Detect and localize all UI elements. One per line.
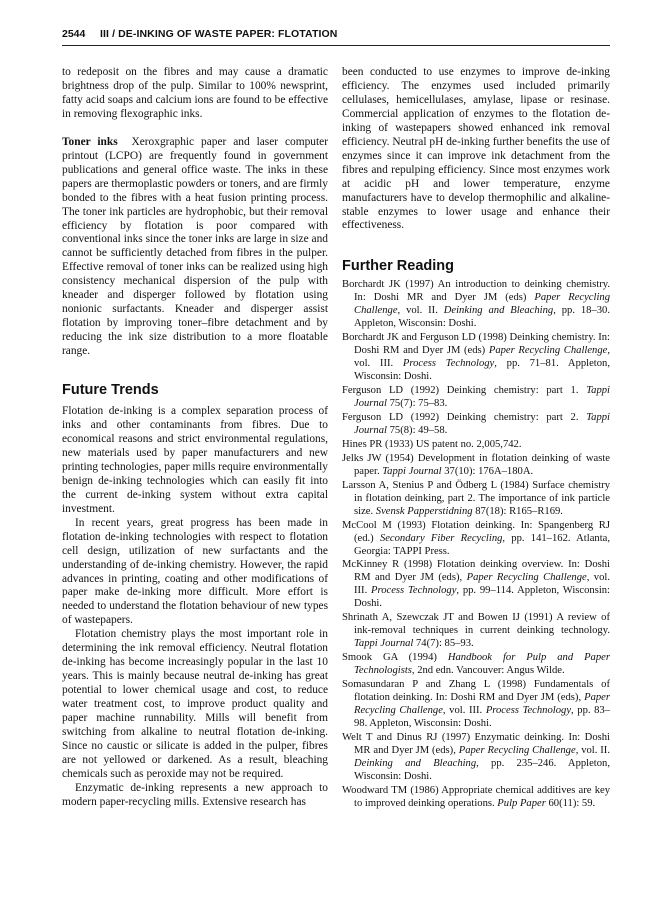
reference-item xyxy=(342,520,610,559)
reference-text: Somasundaran P and Zhang L (1998) Fundamentals of flotation deinking. In: Doshi RM and Dyer JM (eds), xyxy=(342,679,610,703)
paragraph-toner-inks xyxy=(62,136,328,359)
reference-text: 74(7): 85–93. xyxy=(413,638,474,650)
reference-item xyxy=(342,480,610,519)
reference-text: Welt T and Dinus RJ (1997) Enzymatic deinking. In: Doshi MR and Dyer JM (eds), xyxy=(342,731,610,756)
reference-text: , pp. 99–114. Appleton, Wisconsin: Doshi. xyxy=(354,585,610,610)
reference-text: , vol. III. xyxy=(354,345,610,370)
reference-text: 60(11): 59. xyxy=(545,797,596,809)
paragraph-enzymes-continued: been conducted to use enzymes to improve de-inking efficiency. The enzymes used included primarily cellulases, hemicellulases, amylase, lipase or resinase. Commercial application of enzymes to the flotation de-inking of wastepapers showed enhanced ink removal efficiency. Neutral pH de-inking further benefits the use of enzymes since it can improve ink detachment from the fibres and repulping efficiency. Since most enzymes work at acidic pH and lower temperature, enzyme manufacturers have to develop thermophilic and alkaline-stable enzymes to lower usage and enhance their effectiveness. xyxy=(342,66,610,232)
page-number: 2544 xyxy=(62,28,86,40)
reference-text: , pp. 235–246. Appleton, Wisconsin: Doshi. xyxy=(354,757,610,782)
reference-item xyxy=(342,439,610,452)
reference-title: Tappi Journal xyxy=(354,638,414,650)
paragraph-intro: to redeposit on the fibres and may cause a dramatic brightness drop of the pulp. Similar to 100% newsprint, fatty acid soaps and calcium ions are found to be effective in removing flexographic inks. xyxy=(62,66,328,120)
reference-item xyxy=(342,652,610,678)
reference-item xyxy=(342,732,610,784)
reference-title: Paper Recycling Challenge xyxy=(354,292,610,317)
reference-title: Paper Recycling Challenge xyxy=(458,744,576,756)
reference-text: Ferguson LD (1992) Deinking chemistry: part 1. xyxy=(342,385,587,397)
section-heading-further-reading: Further Reading xyxy=(342,258,454,275)
reference-text: 37(10): 176A–180A. xyxy=(441,465,534,477)
toner-inks-lead: Toner inks xyxy=(62,135,118,148)
reference-title: Tappi Journal xyxy=(382,465,442,477)
reference-text: , 2nd edn. Vancouver: Angus Wilde. xyxy=(411,665,565,677)
running-header xyxy=(62,27,610,46)
reference-text: Borchardt JK and Ferguson LD (1998) Deinking chemistry. In: Doshi RM and Dyer JM (eds) xyxy=(342,332,610,357)
reference-text: Jelks JW (1954) Development in flotation deinking of waste paper. xyxy=(342,452,610,477)
reference-text: , vol. III. xyxy=(442,704,486,716)
reference-text: , pp. 141–162. Atlanta, Georgia: TAPPI Press. xyxy=(354,532,610,557)
reference-item xyxy=(342,385,610,411)
paragraph-future-4: Enzymatic de-inking represents a new approach to modern paper-recycling mills. Extensive research has xyxy=(62,781,328,808)
left-column xyxy=(62,66,328,810)
reference-title: Paper Recycling Challenge xyxy=(466,572,587,584)
reference-title: Process Technology xyxy=(402,358,495,370)
reference-item xyxy=(342,785,610,811)
reference-item xyxy=(342,559,610,611)
paragraph-future-2: In recent years, great progress has been made in flotation de-inking technologies with respect to flotation cell design, utilization of new surfactants and the understanding of de-inking chemistry. However, the rapid advances in printing, coating and other modifications of paper make de-inking more difficult. More effort is needed to understand the flotation behaviour of new types of wastepapers. xyxy=(62,516,328,627)
reference-text: , pp. 83–98. Appleton, Wisconsin: Doshi. xyxy=(354,704,611,729)
reference-title: Secondary Fiber Recycling xyxy=(379,532,503,544)
reference-text: , vol. II. xyxy=(575,744,610,756)
reference-list xyxy=(342,279,610,810)
reference-item xyxy=(342,279,610,331)
running-title: III / DE-INKING OF WASTE PAPER: FLOTATION xyxy=(100,28,338,40)
reference-item xyxy=(342,679,610,731)
reference-text: 75(8): 49–58. xyxy=(386,424,448,436)
reference-title: Deinking and Bleaching xyxy=(443,305,554,317)
reference-text: Hines PR (1933) US patent no. 2,005,742. xyxy=(342,438,522,450)
paragraph-future-1: Flotation de-inking is a complex separation process of inks and other contaminants from fibres. Due to economical reasons and strict environmental regulations, new materials used by paper manufacturers and new printing technologies, paper mills require environmentally benign de-inking technologies which can easily fit into the current de-inking system without extra capital investment. xyxy=(62,405,328,515)
reference-title: Process Technology xyxy=(485,704,572,716)
reference-title: Paper Recycling Challenge xyxy=(488,345,608,357)
reference-title: Deinking and Bleaching xyxy=(354,757,477,769)
reference-text: Larsson A, Stenius P and Ödberg L (1984) Surface chemistry in flotation deinking, part 2. The importance of ink particle size. xyxy=(342,479,610,517)
reference-item xyxy=(342,332,610,384)
paragraph-future-3: Flotation chemistry plays the most important role in determining the ink removal efficiency. Neutral flotation de-inking has become increasingly popular in the last 10 years. This is mainly because neutral de-inking has great potential to lower chemical usage and cost, to reduce water treatment cost, to improve product quality and paper machine runnability. Mills will benefit from switching from alkaline to neutral flotation de-inking. Since no caustic or silicate is added in the pulper, fibres are not yellowed or darkened. As a result, bleaching chemicals such as peroxide may not be required. xyxy=(62,628,328,780)
reference-item xyxy=(342,453,610,479)
reference-text: McCool M (1993) Flotation deinking. In: Spangenberg RJ (ed.) xyxy=(342,519,610,544)
reference-text: McKinney R (1998) Flotation deinking overview. In: Doshi RM and Dyer JM (eds), xyxy=(342,559,610,584)
reference-text: Woodward TM (1986) Appropriate chemical additives are key to improved deinking operations. xyxy=(342,784,610,809)
reference-title: Paper Recycling Challenge xyxy=(354,691,610,716)
reference-title: Svensk Papperstidning xyxy=(375,505,473,517)
reference-text: Shrinath A, Szewczak JT and Bowen IJ (1991) A review of ink-removal techniques in current deinking technology. xyxy=(342,612,610,637)
reference-item xyxy=(342,412,610,438)
right-column xyxy=(342,66,610,812)
reference-title: Tappi Journal xyxy=(354,385,610,410)
reference-text: Smook GA (1994) xyxy=(342,652,448,664)
reference-text: , vol. III. xyxy=(354,572,610,597)
reference-text: , pp. 71–81. Appleton, Wisconsin: Doshi. xyxy=(354,358,610,383)
reference-item xyxy=(342,612,610,651)
reference-text: 87(18): R165–R169. xyxy=(472,505,563,517)
reference-text: Borchardt JK (1997) An introduction to deinking chemistry. In: Doshi MR and Dyer JM (eds) xyxy=(342,279,610,304)
reference-text: , pp. 18–30. Appleton, Wisconsin: Doshi. xyxy=(354,305,611,330)
section-heading-future-trends: Future Trends xyxy=(62,382,159,399)
reference-title: Handbook for Pulp and Paper Technologists xyxy=(354,652,610,677)
reference-text: Ferguson LD (1992) Deinking chemistry: part 2. xyxy=(342,411,587,423)
reference-text: , vol. II. xyxy=(397,305,444,317)
reference-title: Process Technology xyxy=(371,585,457,597)
reference-text: 75(7): 75–83. xyxy=(386,398,448,410)
reference-title: Tappi Journal xyxy=(354,411,610,436)
reference-title: Pulp Paper xyxy=(497,797,546,809)
toner-inks-text: Xeroxgraphic paper and laser computer printout (LCPO) are frequently found in government publications and general office waste. The inks in these papers are thermoplastic powders or toners, and are firmly bonded to the fibres with a heat fusion printing process. The toner ink particles are hydrophobic, but their removal efficiency by flotation is poor compared with conventional inks since the toner inks are large in size and cannot be sufficiently detached from fibres in the pulper. Effective removal of toner inks can be realized using high consistency mechanical dispersion of the pulp with kneader and disperger followed by flotation using nonionic surfactants. Kneader and disperger assist flotation by improving toner–fibre detachment and by reducing the ink size distribution to a more floatable range. xyxy=(62,135,329,358)
